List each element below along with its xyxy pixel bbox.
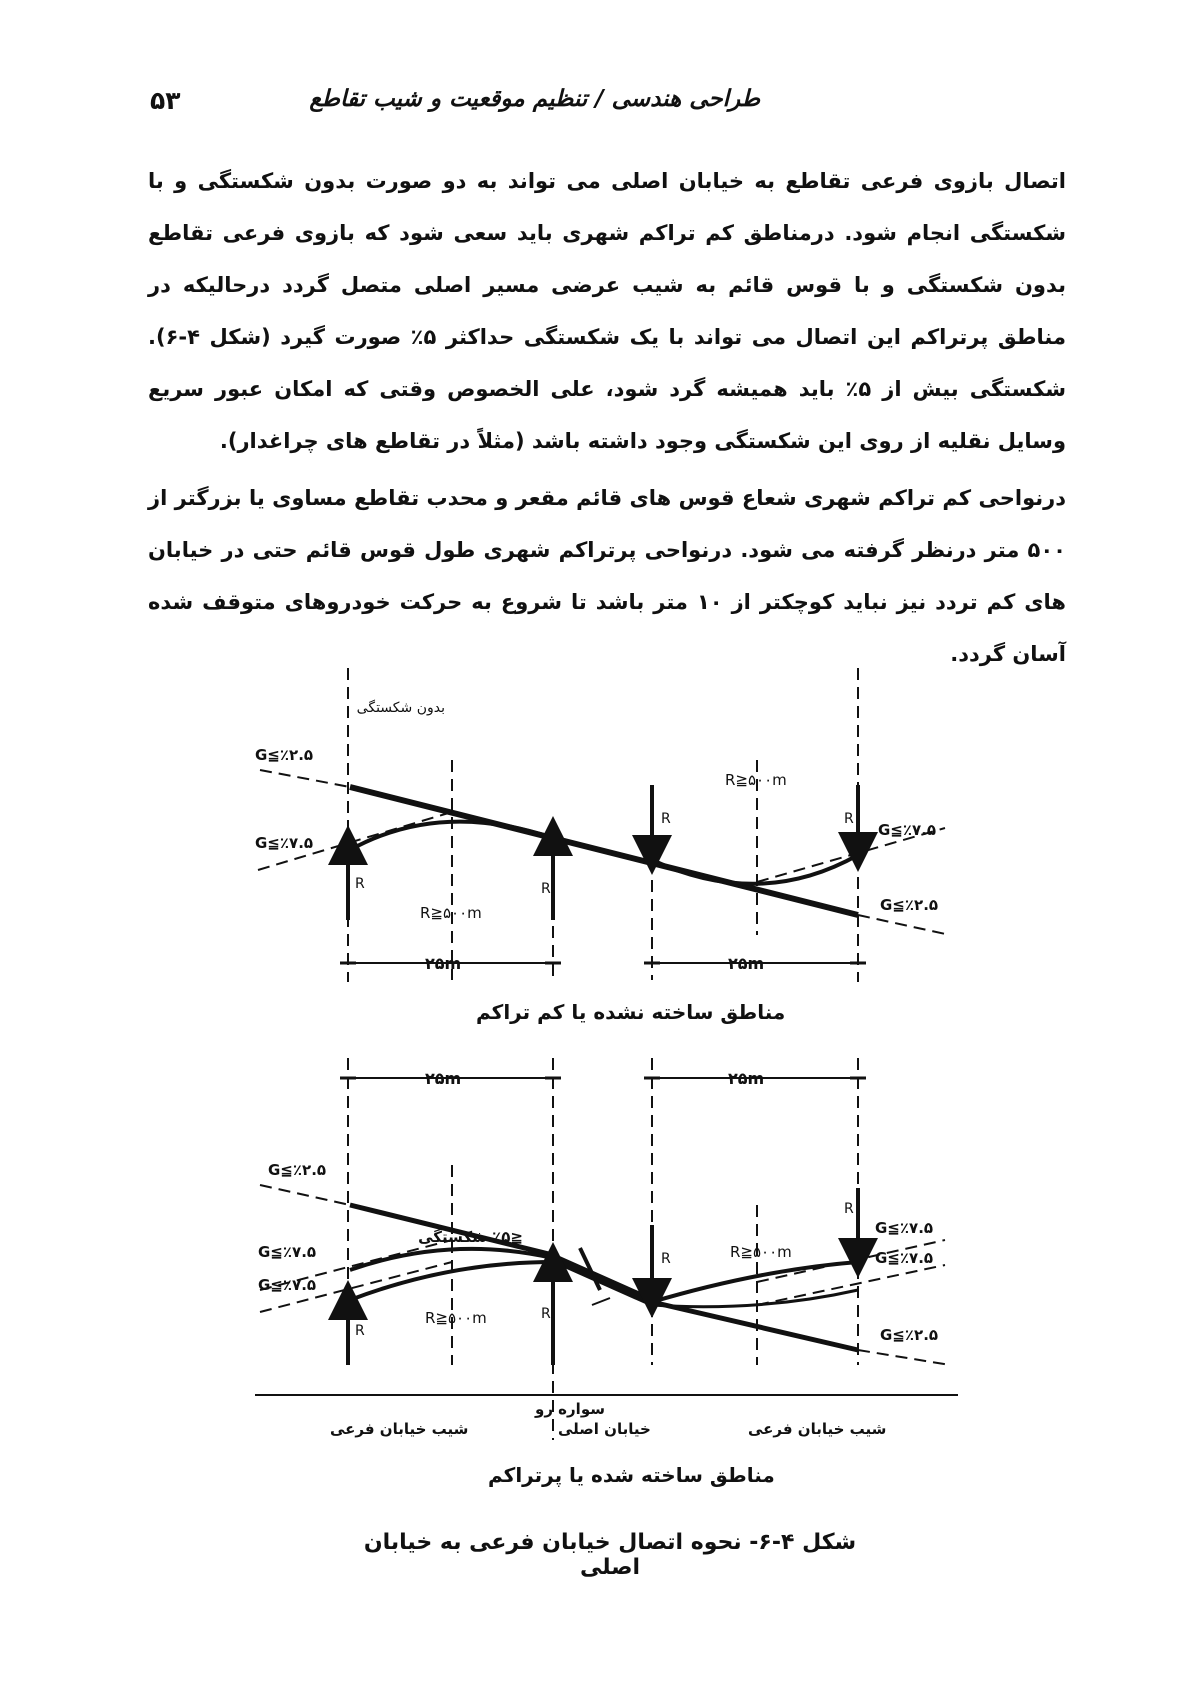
svg-text:R: R <box>661 1251 671 1267</box>
side-street-grade-left: شیب خیابان فرعی <box>330 1420 469 1438</box>
break-label: ≦٪۵ شکستگی <box>418 1228 523 1246</box>
svg-text:R: R <box>355 876 365 892</box>
body-paragraph: اتصال بازوی فرعی تقاطع به خیابان اصلی می تواند به دو صورت بدون شکستگی و با شکستگی انجام شود. درمناطق کم تراکم شهری باید سعی شود که بازوی فرعی تقاطع بدون شکستگی و با قوس قائم به شیب عرضی مسیر اصلی متصل گردد درحالیکه در مناطق پرتراکم این اتصال می تواند با یک شکستگی حداکثر ۵٪ صورت گیرد (شکل ۴-۶). شکستگی بیش از ۵٪ باید همیشه گرد شود، علی الخصوص وقتی که امکان عبور سریع وسایل نقلیه از روی این شکستگی وجود داشته باشد (مثلاً در تقاطع های چراغدار). <box>148 169 1066 453</box>
svg-text:G≦٪۷.۵: G≦٪۷.۵ <box>878 821 937 839</box>
svg-text:R: R <box>844 1201 854 1217</box>
svg-text:۲۵m: ۲۵m <box>425 954 462 973</box>
svg-text:G≦٪۷.۵: G≦٪۷.۵ <box>258 1276 317 1294</box>
svg-text:R≧۵۰۰m: R≧۵۰۰m <box>420 904 482 922</box>
no-break-label: بدون شکستگی <box>356 700 445 716</box>
svg-text:G≦٪۷.۵: G≦٪۷.۵ <box>875 1219 934 1237</box>
svg-text:R: R <box>541 881 551 897</box>
page-number: ۵۳ <box>150 86 181 115</box>
svg-text:R: R <box>661 811 671 827</box>
figure-bottom-caption: مناطق ساخته شده یا پرتراکم <box>488 1463 775 1487</box>
svg-text:۲۵m: ۲۵m <box>425 1069 462 1088</box>
svg-text:۲۵m: ۲۵m <box>728 954 765 973</box>
svg-text:G≦٪۷.۵: G≦٪۷.۵ <box>255 834 314 852</box>
svg-text:G≦٪۲.۵: G≦٪۲.۵ <box>255 746 314 764</box>
svg-text:G≦٪۲.۵: G≦٪۲.۵ <box>268 1161 327 1179</box>
svg-text:R: R <box>541 1306 551 1322</box>
running-title: طراحی هندسی / تنظیم موقعیت و شیب تقاطع <box>309 86 760 112</box>
figure-top-caption: مناطق ساخته نشده یا کم تراکم <box>476 1000 786 1024</box>
svg-text:R≧۵۰۰m: R≧۵۰۰m <box>730 1243 792 1261</box>
svg-text:۲۵m: ۲۵m <box>728 1069 765 1088</box>
svg-text:R≧۵۰۰m: R≧۵۰۰m <box>725 771 787 789</box>
main-street-label: خیابان اصلی <box>558 1420 651 1438</box>
figure-caption: شکل ۴-۶- نحوه اتصال خیابان فرعی به خیابان اصلی <box>363 1530 857 1580</box>
svg-text:R: R <box>844 811 854 827</box>
side-street-grade-right: شیب خیابان فرعی <box>748 1420 887 1438</box>
svg-text:R≧۵۰۰m: R≧۵۰۰m <box>425 1309 487 1327</box>
body-paragraph: درنواحی کم تراکم شهری شعاع قوس های قائم مقعر و محدب تقاطع مساوی یا بزرگتر از ۵۰۰ متر درنظر گرفته می شود. درنواحی پرتراکم شهری طول قوس قائم حتی در خیابان های کم تردد نیز نباید کوچکتر از ۱۰ متر باشد تا شروع به حرکت خودروهای متوقف شده آسان گردد. <box>148 486 1066 666</box>
svg-text:G≦٪۷.۵: G≦٪۷.۵ <box>875 1249 934 1267</box>
svg-text:G≦٪۲.۵: G≦٪۲.۵ <box>880 1326 939 1344</box>
bottom-diagram <box>255 1058 958 1440</box>
sidewalk-label: سواره رو <box>535 1400 605 1418</box>
svg-text:G≦٪۷.۵: G≦٪۷.۵ <box>258 1243 317 1261</box>
svg-text:G≦٪۲.۵: G≦٪۲.۵ <box>880 896 939 914</box>
main-road-profile <box>350 787 858 915</box>
svg-text:R: R <box>355 1323 365 1339</box>
